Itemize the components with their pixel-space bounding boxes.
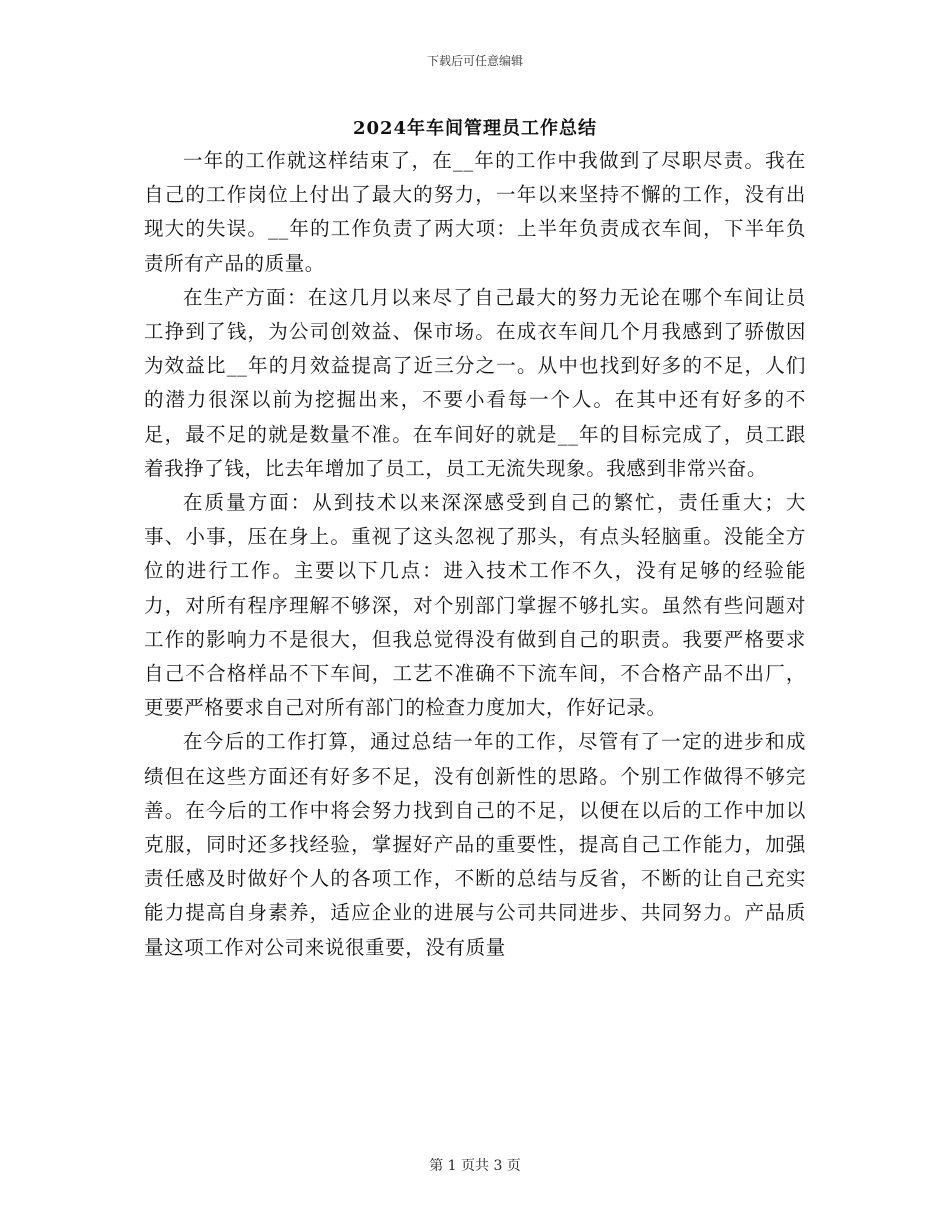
paragraph-2: 在生产方面：在这几月以来尽了自己最大的努力无论在哪个车间让员工挣到了钱，为公司创效益、保市场。在成衣车间几个月我感到了骄傲因为效益比__年的月效益提高了近三分之一。从中也找到好多的不足，人们的潜力很深以前为挖掘出来，不要小看每一个人。在其中还有好多的不足，最不足的就是数量不准。在车间好的就是__年的目标完成了，员工跟着我挣了钱，比去年增加了员工，员工无流失现象。我感到非常兴奋。 <box>144 285 806 480</box>
document-title: 2024年车间管理员工作总结 <box>352 118 598 139</box>
page-number: 第 1 页共 3 页 <box>429 1158 521 1174</box>
paragraph-4: 在今后的工作打算，通过总结一年的工作，尽管有了一定的进步和成绩但在这些方面还有好多不足，没有创新性的思路。个别工作做得不够完善。在今后的工作中将会努力找到自己的不足，以便在以后的工作中加以克服，同时还多找经验，掌握好产品的重要性，提高自己工作能力，加强责任感及时做好个人的各项工作，不断的总结与反省，不断的让自己充实能力提高自身素养，适应企业的进展与公司共同进步、共同努力。产品质量这项工作对公司来说很重要，没有质量 <box>144 730 806 959</box>
paragraph-1: 一年的工作就这样结束了，在__年的工作中我做到了尽职尽责。我在自己的工作岗位上付出了最大的努力，一年以来坚持不懈的工作，没有出现大的失误。__年的工作负责了两大项：上半年负责成衣车间，下半年负责所有产品的质量。 <box>144 149 806 275</box>
document-body <box>144 144 806 965</box>
header-note: 下载后可任意编辑 <box>426 54 523 68</box>
paragraph-3: 在质量方面：从到技术以来深深感受到自己的繁忙，责任重大；大事、小事，压在身上。重视了这头忽视了那头，有点头轻脑重。没能全方位的进行工作。主要以下几点：进入技术工作不久，没有足够的经验能力，对所有程序理解不够深，对个别部门掌握不够扎实。虽然有些问题对工作的影响力不是很大，但我总觉得没有做到自己的职责。我要严格要求自己不合格样品不下车间，工艺不准确不下流车间，不合格产品不出厂，更要严格要求自己对所有部门的检查力度加大，作好记录。 <box>144 491 806 720</box>
